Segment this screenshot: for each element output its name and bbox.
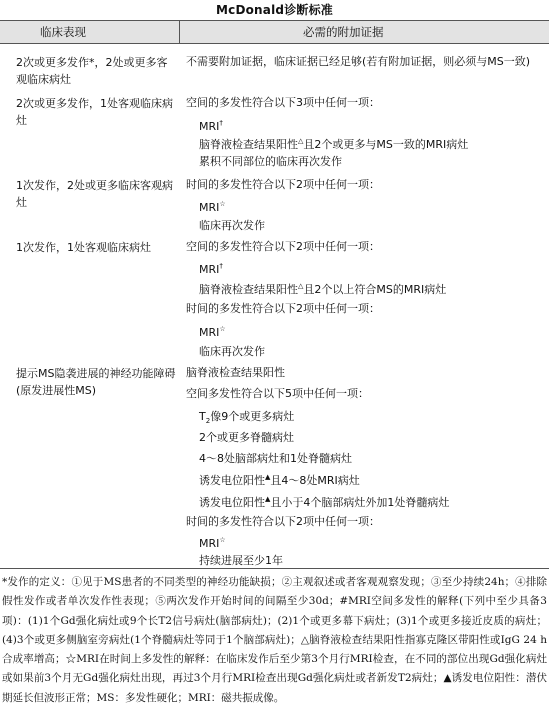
- row-1-evidence: 不需要附加证据，临床证据已经足够(若有附加证据，则必须与MS一致): [186, 55, 531, 68]
- row-5-line-8: 时间的多发性符合以下2项中任何一项：: [186, 515, 380, 528]
- row-5-line-9: MRI☆: [199, 536, 226, 550]
- row-3-line-1: 时间的多发性符合以下2项中任何一项：: [186, 178, 380, 191]
- row-3-line-3: 临床再次发作: [199, 219, 265, 232]
- row-3-label: 1次发作，2处或更多临床客观病灶: [16, 179, 173, 209]
- row-4-line-6: 临床再次发作: [199, 345, 265, 358]
- table-bottom-rule: [0, 568, 549, 569]
- header-divider: [179, 20, 180, 44]
- row-5-line-1: 脑脊液检查结果阳性: [186, 366, 285, 379]
- row-5-line-7: 诱发电位阳性▲且小于4个脑部病灶外加1处脊髓病灶: [199, 495, 450, 509]
- row-4-line-4: 时间的多发性符合以下2项中任何一项：: [186, 302, 380, 315]
- table-title: McDonald诊断标准: [215, 3, 333, 17]
- table-header: [0, 20, 549, 44]
- row-5-line-4: 2个或更多脊髓病灶: [199, 431, 294, 444]
- row-2-line-1: 空间的多发性符合以下3项中任何一项：: [186, 96, 380, 109]
- row-2-line-2: MRI†: [199, 119, 223, 133]
- row-4-line-1: 空间的多发性符合以下2项中任何一项：: [186, 240, 380, 253]
- row-4-line-3: 脑脊液检查结果阳性△且2个以上符合MS的MRI病灶: [199, 282, 447, 296]
- row-1-label: 2次或更多发作*，2处或更多客观临床病灶: [16, 56, 168, 86]
- row-5-line-10: 持续进展至少1年: [199, 554, 283, 567]
- row-5-line-3: $T_2$像9个或更多病灶: [199, 410, 295, 426]
- row-5-line-6: 诱发电位阳性▲且4～8处MRI病灶: [199, 473, 360, 487]
- row-4-label: 1次发作，1处客观临床病灶: [16, 241, 151, 254]
- table-footnote: *发作的定义：①见于MS患者的不同类型的神经功能缺损；②主观叙述或者客观观察发现；③至少持续24h；④排除假性发作或者单次发作性表现；⑤两次发作开始时间的间隔至少30d；#MRI空间多发性的解释(下列中至少具备3项)：(1)1个Gd强化病灶或9个长T2信号病灶(脑部病灶)；(2)1个或更多幕下病灶；(3)1个或更多接近皮质的病灶；(4)3个或更多侧脑室旁病灶(1个脊髓病灶等同于1个脑部病灶)；△脑脊液检查结果阳性指寡克隆区带阳性或IgG 24 h合成率增高；☆MRI在时间上多发性的解释：在临床发作后至少第3个月行MRI检查，在不同的部位出现Gd强化病灶或如果前3个月无Gd强化病灶出现，再过3个月行MRI检查出现Gd强化病灶或者新发T2病灶；▲诱发电位阳性：潜伏期延长但波形正常；MS：多发性硬化；MRI：磁共振成像。: [2, 576, 547, 704]
- row-2-line-3: 脑脊液检查结果阳性△且2个或更多与MS一致的MRI病灶: [199, 137, 469, 151]
- header-evidence: 必需的附加证据: [303, 25, 384, 39]
- row-5-line-5: 4～8处脑部病灶和1处脊髓病灶: [199, 452, 352, 465]
- row-5-label: 提示MS隐袭进展的神经功能障碍(原发进展性MS): [16, 367, 176, 397]
- row-2-line-4: 累积不同部位的临床再次发作: [199, 155, 342, 168]
- row-5-line-2: 空间多发性符合以下5项中任何一项：: [186, 387, 369, 400]
- row-4-line-5: MRI☆: [199, 325, 226, 339]
- header-clinical: 临床表现: [40, 25, 86, 39]
- row-4-line-2: MRI†: [199, 262, 223, 276]
- row-3-line-2: MRI☆: [199, 200, 226, 214]
- row-2-label: 2次或更多发作，1处客观临床病灶: [16, 97, 173, 127]
